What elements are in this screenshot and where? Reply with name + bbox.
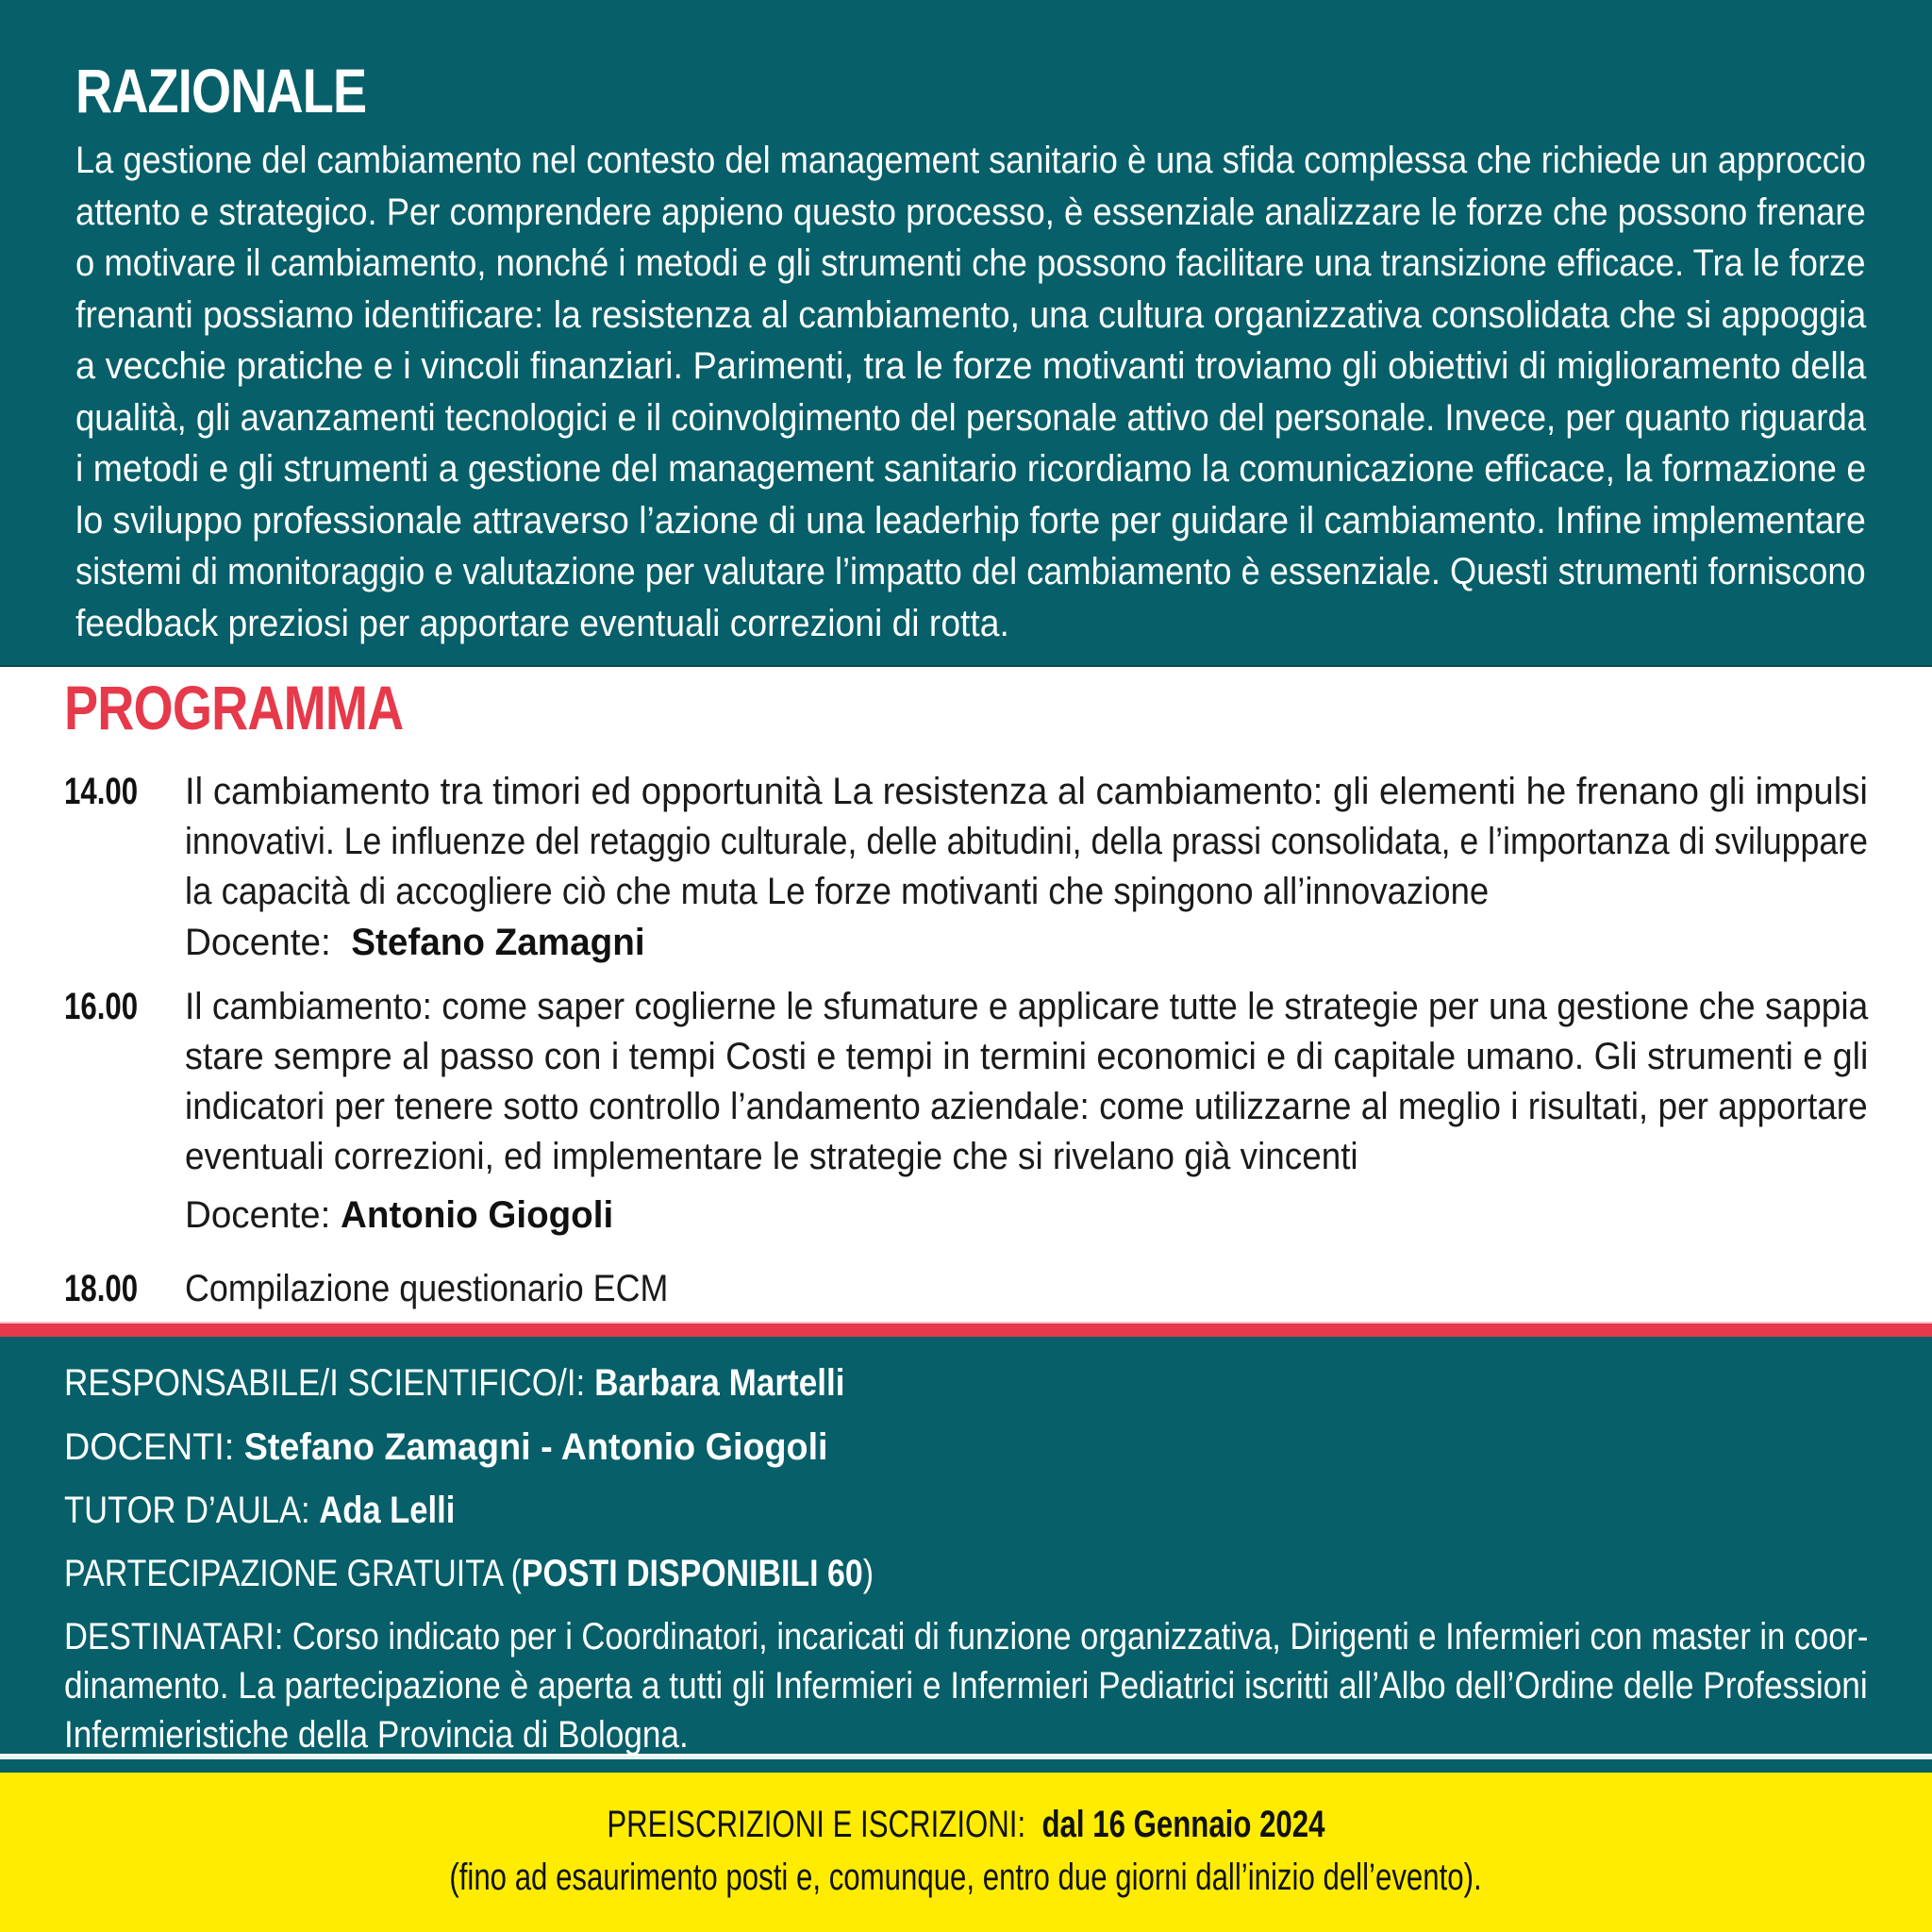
iscrizioni-label: PREISCRIZIONI E ISCRIZIONI: (607, 1804, 1026, 1845)
slot-description (185, 766, 1868, 969)
razionale-body (75, 135, 1868, 649)
info-section (0, 1337, 1932, 1754)
slot-line: stare sempre al passo con i tempi Costi e tempi in termini economici e di capitale umano. Gli strumenti e gli (185, 1036, 1869, 1077)
docenti-value: Stefano Zamagni - Antonio Giogoli (243, 1426, 828, 1468)
responsabile-row (64, 1357, 845, 1408)
iscrizioni-date: dal 16 Gennaio 2024 (1041, 1804, 1325, 1845)
slot-line: la capacità di accogliere ciò che muta Le forze motivanti che spingono all’innovazione (185, 871, 1490, 912)
programma-title: PROGRAMMA (64, 673, 404, 742)
docente-name: Antonio Giogoli (341, 1194, 614, 1236)
partecipazione-row (64, 1548, 874, 1599)
iscrizioni-note: (fino ad esaurimento posti e, comunque, entro due giorni dall’inizio dell’evento). (449, 1857, 1483, 1898)
tutor-row (64, 1485, 455, 1536)
teal-band (0, 1759, 1932, 1773)
razionale-line: i metodi e gli strumenti a gestione del management sanitario ricordiamo la comunicazione efficace, la formazione e (75, 448, 1867, 490)
tutor-label: TUTOR D’AULA: (64, 1490, 310, 1531)
docenti-label: DOCENTI: (64, 1426, 235, 1468)
razionale-line: La gestione del cambiamento nel contesto del management sanitario è una sfida complessa che richiede un approccio (75, 140, 1866, 181)
partecipazione-label: PARTECIPAZIONE GRATUITA ( (64, 1553, 522, 1594)
docente-label: Docente: (185, 1194, 331, 1236)
razionale-line: attento e strategico. Per comprendere appieno questo processo, è essenziale analizzare le forze che possono frenare (75, 191, 1866, 233)
razionale-section (0, 0, 1932, 667)
slot-description (185, 981, 1868, 1241)
razionale-title: RAZIONALE (75, 56, 367, 125)
posti-disponibili: POSTI DISPONIBILI 60 (521, 1553, 863, 1594)
razionale-line: lo sviluppo professionale attraverso l’azione di una leaderhip forte per guidare il cambiamento. Infine implementare (75, 499, 1866, 541)
responsabile-label: RESPONSABILE/I SCIENTIFICO/I: (64, 1362, 586, 1404)
slot-time: 16.00 (64, 986, 139, 1027)
slot-line: Il cambiamento: come saper coglierne le sfumature e applicare tutte le strategie per una gestione che sappia (185, 986, 1869, 1027)
docente-row (185, 916, 645, 969)
razionale-line: o motivare il cambiamento, nonché i metodi e gli strumenti che possono facilitare una transizione efficace. Tra le forze (75, 242, 1866, 284)
destinatari-line: Infermieristiche della Provincia di Bologna. (64, 1714, 689, 1756)
docenti-row (64, 1422, 828, 1473)
razionale-line: qualità, gli avanzamenti tecnologici e il coinvolgimento del personale attivo del personale. Invece, per quanto riguarda (75, 396, 1867, 439)
slot-line: indicatori per tenere sotto controllo l’andamento aziendale: come utilizzarne al meglio i risultati, per apportare (185, 1086, 1868, 1127)
razionale-line: a vecchie pratiche e i vincoli finanziari. Parimenti, tra le forze motivanti troviamo gli obiettivi di miglioramento della (75, 345, 1867, 387)
destinatari-line: DESTINATARI: Corso indicato per i Coordinatori, incaricati di funzione organizzativa, Dirigenti e Infermieri con master in coor- (64, 1616, 1869, 1657)
slot-line: eventuali correzioni, ed implementare le strategie che si rivelano già vincenti (185, 1136, 1358, 1177)
slot-line: Compilazione questionario ECM (185, 1268, 669, 1309)
razionale-line: feedback preziosi per apportare eventuali correzioni di rotta. (75, 602, 1009, 644)
slot-time: 14.00 (64, 771, 139, 812)
destinatari-line: dinamento. La partecipazione è aperta a tutti gli Infermieri e Infermieri Pediatrici iscritti all’Albo dell’Ordine delle Professioni (64, 1665, 1868, 1707)
slot-line: Il cambiamento tra timori ed opportunità La resistenza al cambiamento: gli elementi he frenano gli impulsi (185, 771, 1868, 812)
slot-description (185, 1263, 1868, 1313)
iscrizioni-note-row (0, 1852, 1932, 1903)
tutor-value: Ada Lelli (319, 1490, 456, 1531)
iscrizioni-footer (0, 1773, 1932, 1932)
partecipazione-close: ) (862, 1553, 874, 1594)
razionale-line: sistemi di monitoraggio e valutazione per valutare l’impatto del cambiamento è essenziale. Questi strumenti forniscono (75, 551, 1866, 592)
iscrizioni-row (0, 1799, 1932, 1850)
slot-time: 18.00 (64, 1268, 139, 1309)
docente-name: Stefano Zamagni (351, 922, 645, 963)
slot-line: innovativi. Le influenze del retaggio culturale, delle abitudini, della prassi consolidata, e l’importanza di sviluppare (185, 821, 1868, 862)
responsabile-value: Barbara Martelli (594, 1362, 845, 1404)
razionale-line: frenanti possiamo identificare: la resistenza al cambiamento, una cultura organizzativa consolidata che si appoggia (75, 293, 1867, 336)
docente-row (185, 1189, 613, 1241)
red-divider (0, 1324, 1932, 1337)
docente-label: Docente: (185, 922, 331, 963)
